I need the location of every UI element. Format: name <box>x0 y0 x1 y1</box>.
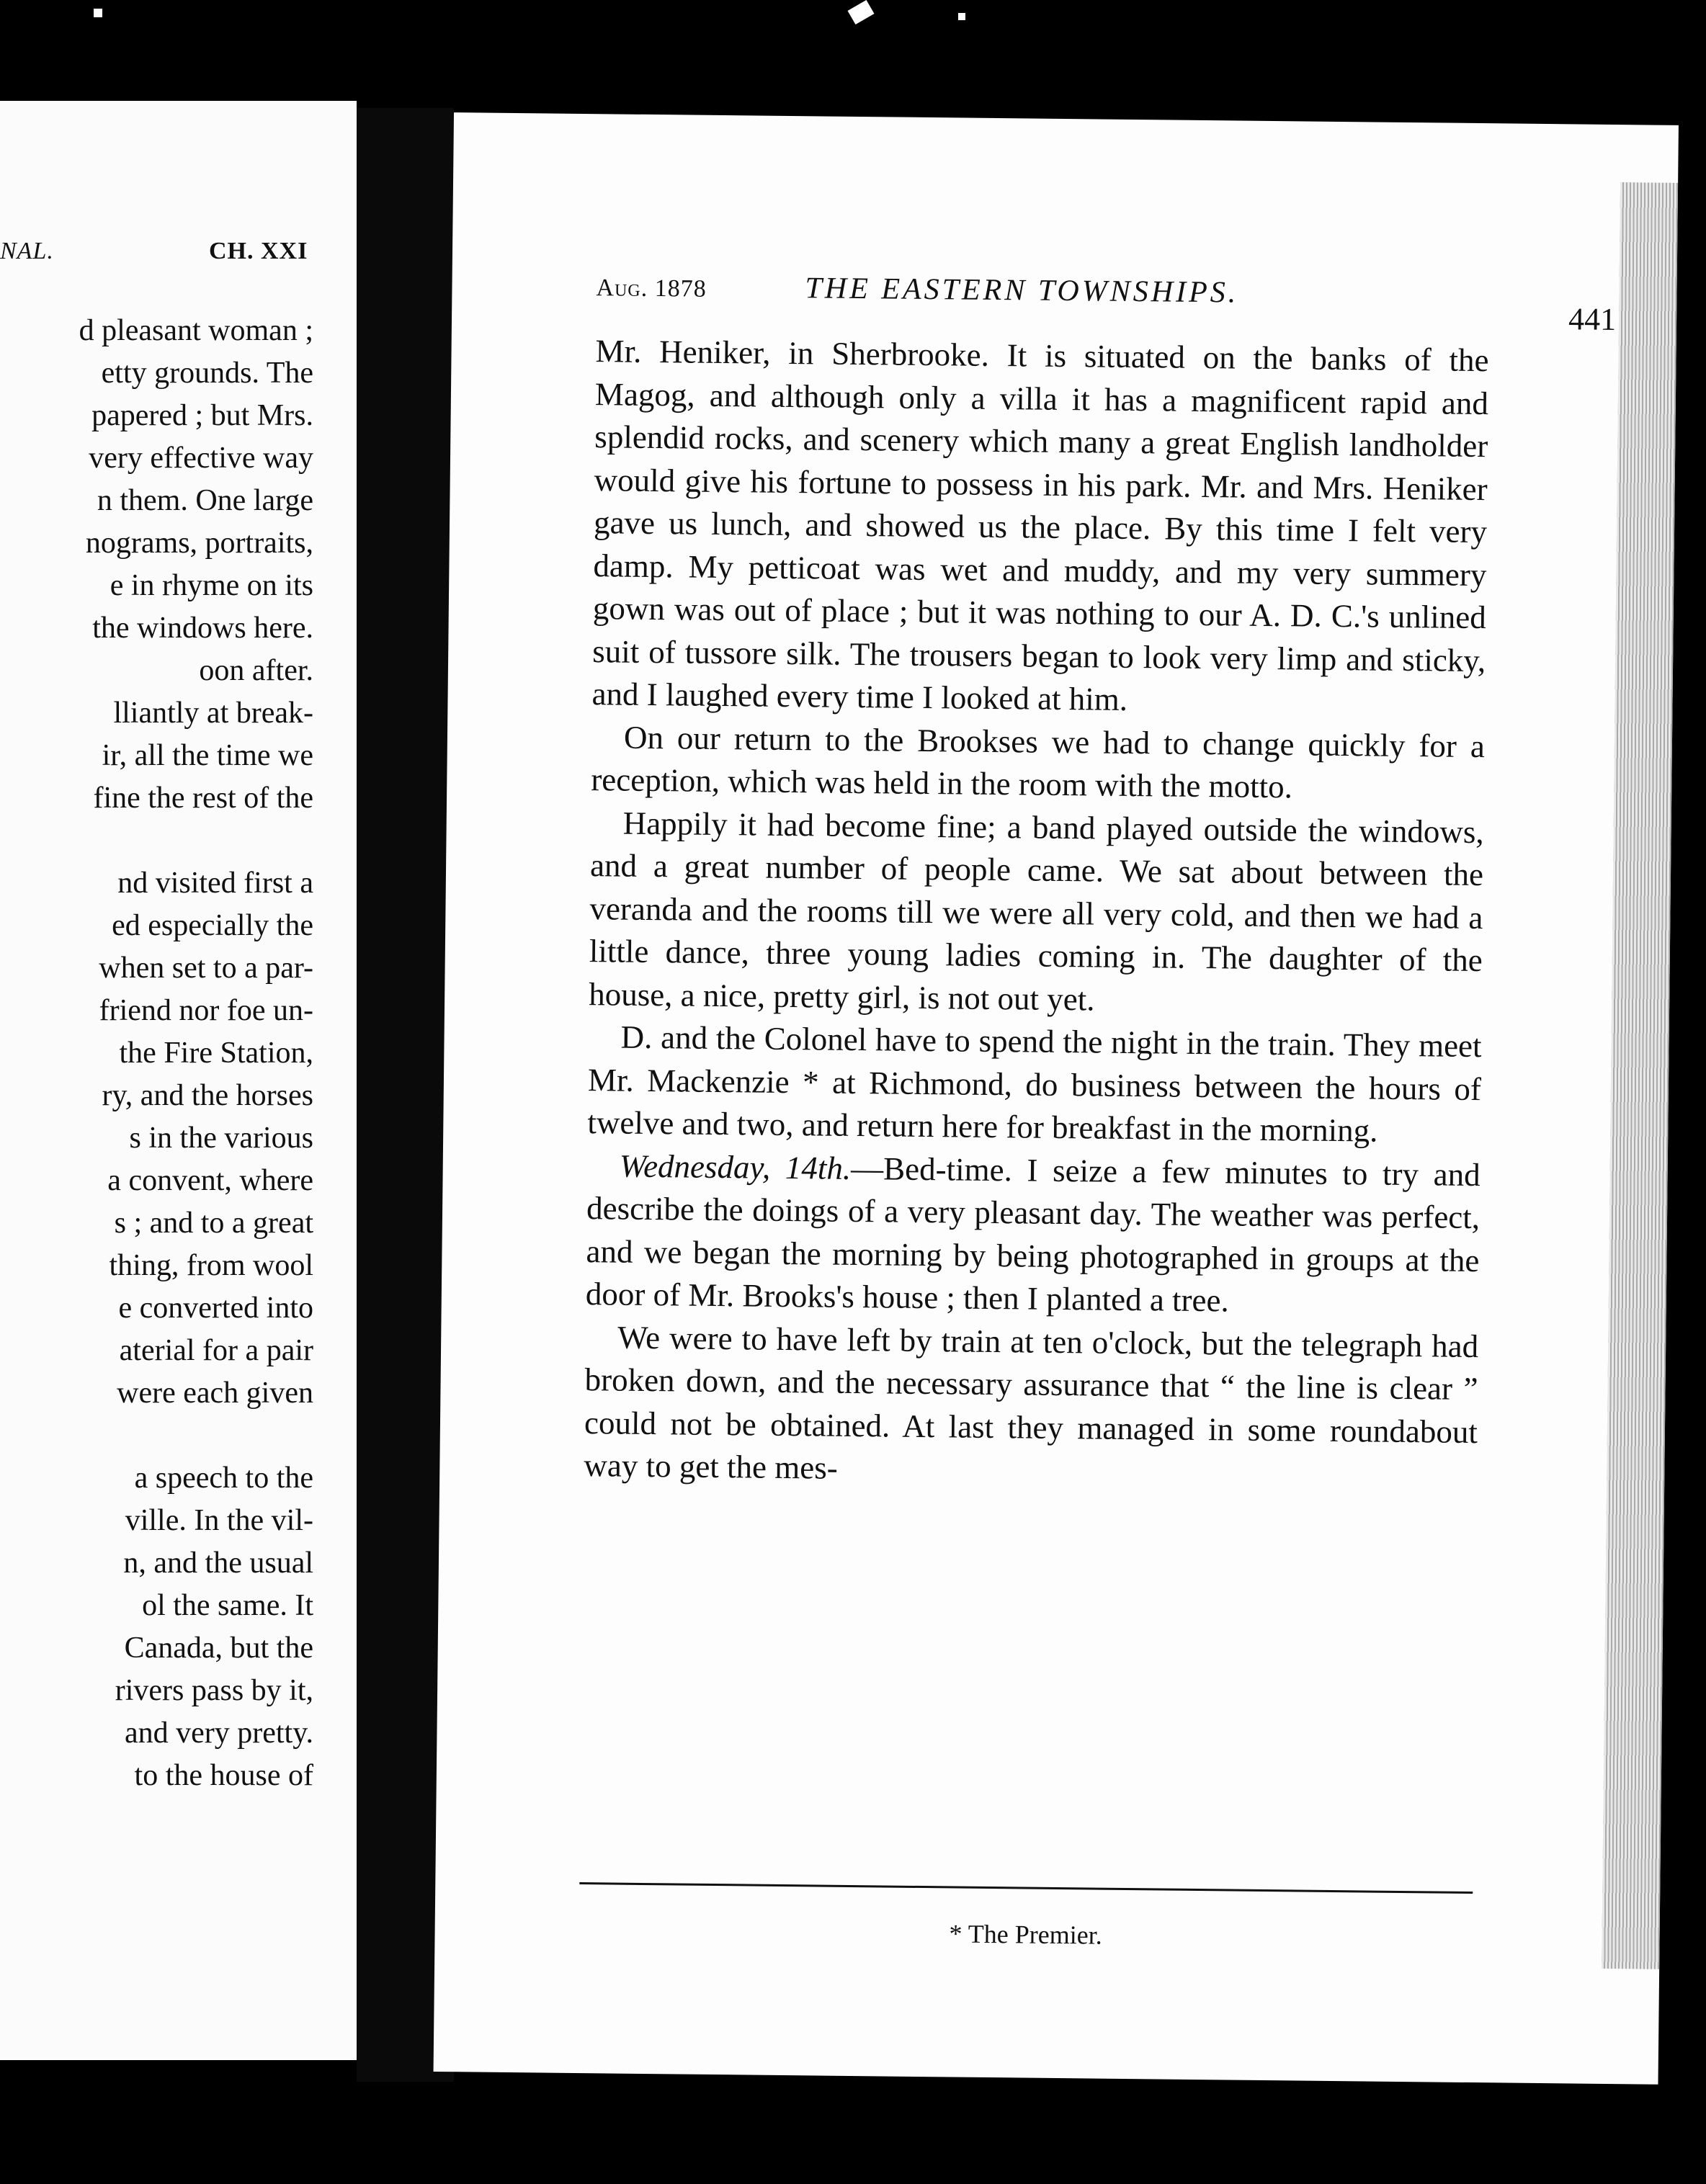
left-line-gap <box>0 820 313 862</box>
left-text-line: papered ; but Mrs. <box>91 399 313 432</box>
left-text-line: fine the rest of the <box>93 782 313 815</box>
left-text-line: a speech to the <box>134 1462 313 1495</box>
left-text-line: to the house of <box>134 1759 313 1792</box>
left-text-line: Canada, but the <box>124 1632 313 1665</box>
body-text <box>584 330 1489 1496</box>
left-text-line: a convent, where <box>107 1164 313 1197</box>
left-text-line: oon after. <box>199 654 313 687</box>
left-text-line: thing, from wool <box>109 1249 313 1282</box>
page-number: 441 <box>1568 301 1617 338</box>
diary-date: Wednesday, 14th. <box>619 1147 852 1186</box>
paragraph <box>591 330 1489 725</box>
left-text-line: n them. One large <box>97 484 313 517</box>
left-text-line: rivers pass by it, <box>115 1674 313 1707</box>
footnote-rule <box>579 1882 1473 1894</box>
paragraph-text: We were to have left by train at ten o'clock, but the telegraph had broken down, and the necessary assurance that “ the line is clear ” could not be obtained. At last they managed in some roundabout way to get the mes- <box>584 1319 1479 1486</box>
paragraph-text: Happily it had become fine; a band played outside the windows, and a great number of people came. We sat about between the veranda and the rooms till we were all very cold, and then we had a little dance, three young ladies coming in. The daughter of the house, a nice, pretty girl, is not out yet. <box>588 805 1484 1017</box>
paragraph-text: D. and the Colonel have to spend the night in the train. They meet Mr. Mackenzie * at Richmond, do business between the hours of twelve and two, and return here for breakfast in the morning. <box>587 1019 1482 1149</box>
left-header-title: NAL. <box>0 238 54 264</box>
paragraph <box>591 716 1485 811</box>
left-text-line: lliantly at break- <box>113 697 313 730</box>
left-text-line: nd visited first a <box>117 867 313 900</box>
left-text-line: when set to a par- <box>99 952 313 985</box>
running-head <box>596 269 1617 338</box>
left-header-chapter: CH. XXI <box>209 238 308 264</box>
left-text-line: etty grounds. The <box>101 357 313 390</box>
left-page-text <box>0 310 313 1797</box>
left-page <box>0 101 357 2060</box>
left-text-line: ry, and the horses <box>102 1079 313 1112</box>
left-text-line: s ; and to a great <box>114 1207 313 1240</box>
paragraph-text: Mr. Heniker, in Sherbrooke. It is situated on the banks of the Magog, and although only a villa it has a magnificent rapid and splendid rocks, and scenery which many a great English landholder would give his fortune to possess in his park. Mr. and Mrs. Heniker gave us lunch, and showed us the place. By this time I felt very damp. My petticoat was wet and muddy, and my very summery gown was out of place ; but it was nothing to our A. D. C.'s unlined suit of tussore silk. The trousers began to look very limp and sticky, and I laughed every time I looked at him. <box>591 333 1489 717</box>
paragraph <box>586 1145 1481 1325</box>
left-text-line: ville. In the vil- <box>125 1504 313 1537</box>
footnote: * The Premier. <box>949 1919 1102 1950</box>
paragraph <box>584 1316 1478 1497</box>
left-text-line: ir, all the time we <box>102 739 313 772</box>
left-line-gap <box>0 1415 313 1457</box>
left-text-line: e in rhyme on its <box>110 569 313 602</box>
left-text-line: were each given <box>117 1377 313 1410</box>
right-page <box>434 112 1679 2085</box>
left-text-line: e converted into <box>118 1292 313 1325</box>
left-text-line: and very pretty. <box>124 1717 313 1750</box>
left-text-line: the windows here. <box>92 612 313 645</box>
page-edges <box>1602 182 1678 1969</box>
paragraph <box>587 1016 1482 1153</box>
scan-speck <box>958 13 965 20</box>
left-text-line: nograms, portraits, <box>85 527 313 560</box>
scan-speck <box>94 9 102 17</box>
left-text-line: ed especially the <box>112 909 313 942</box>
left-text-line: the Fire Station, <box>119 1037 313 1070</box>
paragraph <box>589 802 1484 1025</box>
left-text-line: aterial for a pair <box>119 1334 313 1367</box>
paragraph-text: —Bed-time. I seize a few minutes to try and describe the doings of a very pleasant day. The weather was perfect, and we began the morning by being photographed in groups at the door of Mr. Brooks's house ; then I planted a tree. <box>585 1150 1481 1319</box>
paragraph-text: On our return to the Brookses we had to change quickly for a reception, which was held in the room with the motto. <box>591 719 1486 805</box>
left-text-line: very effective way <box>89 442 313 475</box>
running-head-title: THE EASTERN TOWNSHIPS. <box>805 272 1239 310</box>
left-text-line: d pleasant woman ; <box>79 314 313 347</box>
left-text-line: ol the same. It <box>142 1589 313 1622</box>
left-text-line: n, and the usual <box>123 1547 313 1580</box>
running-head-date: Aug. 1878 <box>596 274 707 303</box>
scan-speck <box>848 0 875 24</box>
left-text-line: friend nor foe un- <box>99 994 313 1027</box>
left-text-line: s in the various <box>129 1122 313 1155</box>
